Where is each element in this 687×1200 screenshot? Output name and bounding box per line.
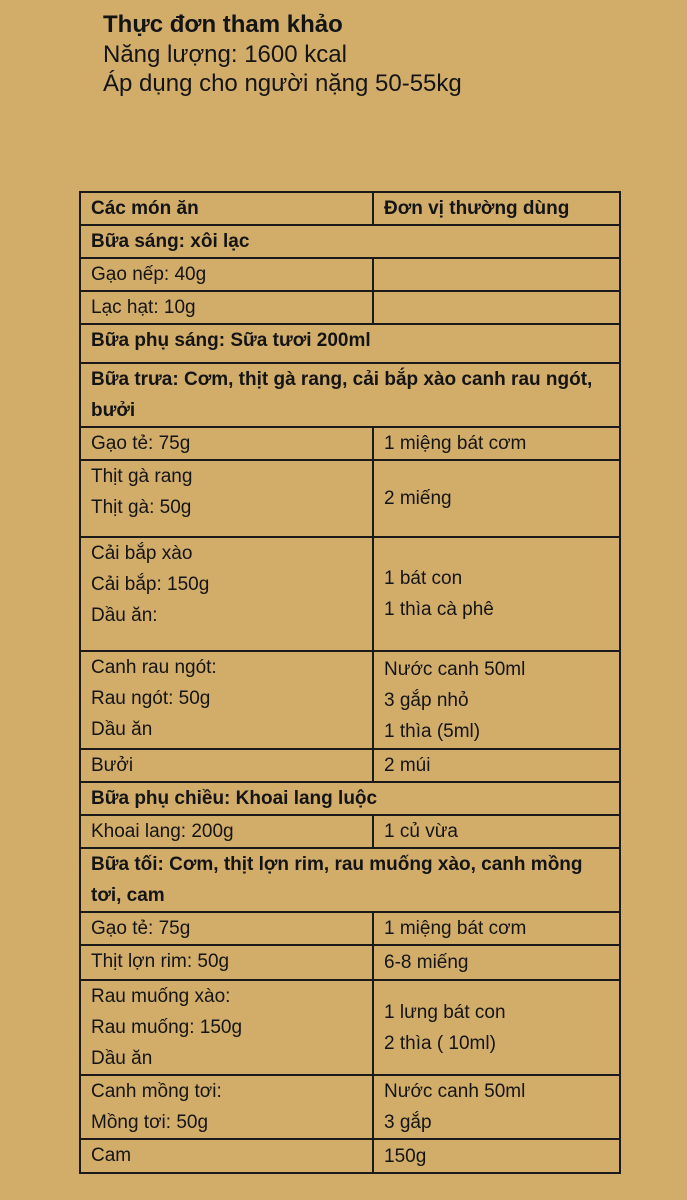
meal-row xyxy=(80,363,620,427)
energy-text: Năng lượng: 1600 kcal xyxy=(103,41,347,68)
food-item-cell xyxy=(80,427,373,460)
food-item: Cải bắp: 150g xyxy=(91,574,210,595)
food-item: Lạc hạt: 10g xyxy=(91,297,196,318)
unit-value: Nước canh 50ml xyxy=(384,658,526,680)
unit-value: 6-8 miếng xyxy=(384,952,469,973)
food-row xyxy=(80,1075,620,1139)
unit-value: 3 gắp xyxy=(384,1112,432,1133)
food-row xyxy=(80,291,620,324)
menu-table xyxy=(79,191,621,1174)
food-row xyxy=(80,749,620,782)
meal-row xyxy=(80,324,620,363)
food-item: Rau ngót: 50g xyxy=(91,688,211,709)
applies-to-text: Áp dụng cho người nặng 50-55kg xyxy=(103,70,462,97)
food-item: Dầu ăn xyxy=(91,1048,153,1069)
food-row xyxy=(80,258,620,291)
food-row xyxy=(80,912,620,945)
unit-cell xyxy=(373,1075,620,1139)
food-item-cell xyxy=(80,537,373,651)
unit-cell xyxy=(373,945,620,980)
food-item-cell xyxy=(80,1075,373,1139)
unit-cell xyxy=(373,980,620,1075)
meal-title: Bữa trưa: Cơm, thịt gà rang, cải bắp xào canh rau ngót, bưởi xyxy=(80,363,620,427)
food-item-cell xyxy=(80,460,373,537)
food-item-cell xyxy=(80,749,373,782)
unit-value: 2 thìa ( 10ml) xyxy=(384,1032,496,1054)
food-row xyxy=(80,1139,620,1173)
food-item-cell xyxy=(80,815,373,848)
food-row xyxy=(80,537,620,651)
unit-cell xyxy=(373,912,620,945)
food-item: Bưởi xyxy=(91,755,134,776)
unit-cell xyxy=(373,749,620,782)
food-item: Dầu ăn: xyxy=(91,605,158,626)
food-item: Cam xyxy=(91,1145,132,1166)
unit-value: 2 múi xyxy=(384,755,431,776)
food-item: Mồng tơi: 50g xyxy=(91,1112,209,1133)
unit-cell xyxy=(373,815,620,848)
unit-cell xyxy=(373,258,620,291)
food-row xyxy=(80,460,620,537)
unit-value: 1 bát con xyxy=(384,568,463,589)
food-item: Thịt lợn rim: 50g xyxy=(91,951,230,972)
food-item: Dầu ăn xyxy=(91,719,153,740)
table-header-row xyxy=(80,192,620,225)
unit-cell xyxy=(373,460,620,537)
unit-value: 2 miếng xyxy=(384,488,452,509)
food-item: Cải bắp xào xyxy=(91,543,193,564)
food-row xyxy=(80,945,620,980)
unit-value: 150g xyxy=(384,1145,427,1167)
unit-cell xyxy=(373,651,620,749)
food-row xyxy=(80,651,620,749)
food-item-cell xyxy=(80,291,373,324)
food-item: Rau muống: 150g xyxy=(91,1017,243,1038)
unit-value: 1 thìa cà phê xyxy=(384,599,494,620)
food-item-cell xyxy=(80,651,373,749)
food-item: Khoai lang: 200g xyxy=(91,821,234,842)
food-item-cell xyxy=(80,912,373,945)
unit-cell xyxy=(373,427,620,460)
unit-value: 1 thìa (5ml) xyxy=(384,720,481,742)
meal-title: Bữa phụ sáng: Sữa tươi 200ml xyxy=(80,324,620,363)
food-item: Canh rau ngót: xyxy=(91,657,217,678)
food-item: Gạo nếp: 40g xyxy=(91,264,207,285)
menu-table-body xyxy=(80,225,620,1173)
food-item-cell xyxy=(80,980,373,1075)
food-item: Canh mồng tơi: xyxy=(91,1081,222,1102)
food-row xyxy=(80,427,620,460)
unit-value: 1 miệng bát cơm xyxy=(384,433,527,454)
meal-title: Bữa sáng: xôi lạc xyxy=(80,225,620,258)
food-item: Thịt gà rang xyxy=(91,466,193,487)
food-item: Gạo tẻ: 75g xyxy=(91,433,191,454)
meal-row xyxy=(80,848,620,912)
column-header-dishes: Các món ăn xyxy=(80,192,373,225)
food-item-cell xyxy=(80,945,373,980)
food-item: Thịt gà: 50g xyxy=(91,497,192,518)
food-item-cell xyxy=(80,258,373,291)
unit-cell xyxy=(373,291,620,324)
food-row xyxy=(80,815,620,848)
meal-title: Bữa phụ chiều: Khoai lang luộc xyxy=(80,782,620,815)
unit-value: 1 miệng bát cơm xyxy=(384,918,527,939)
unit-cell xyxy=(373,537,620,651)
unit-value: 3 gắp nhỏ xyxy=(384,689,469,711)
food-row xyxy=(80,980,620,1075)
column-header-unit: Đơn vị thường dùng xyxy=(373,192,620,225)
food-item-cell xyxy=(80,1139,373,1173)
meal-title: Bữa tối: Cơm, thịt lợn rim, rau muống xào, canh mồng tơi, cam xyxy=(80,848,620,912)
page-title: Thực đơn tham khảo xyxy=(103,11,343,38)
food-item: Rau muống xào: xyxy=(91,986,231,1007)
food-item: Gạo tẻ: 75g xyxy=(91,918,191,939)
unit-cell xyxy=(373,1139,620,1173)
meal-row xyxy=(80,782,620,815)
unit-value: 1 lưng bát con xyxy=(384,1001,506,1023)
menu-header xyxy=(103,10,462,98)
meal-row xyxy=(80,225,620,258)
unit-value: Nước canh 50ml xyxy=(384,1081,526,1102)
unit-value: 1 củ vừa xyxy=(384,821,458,842)
